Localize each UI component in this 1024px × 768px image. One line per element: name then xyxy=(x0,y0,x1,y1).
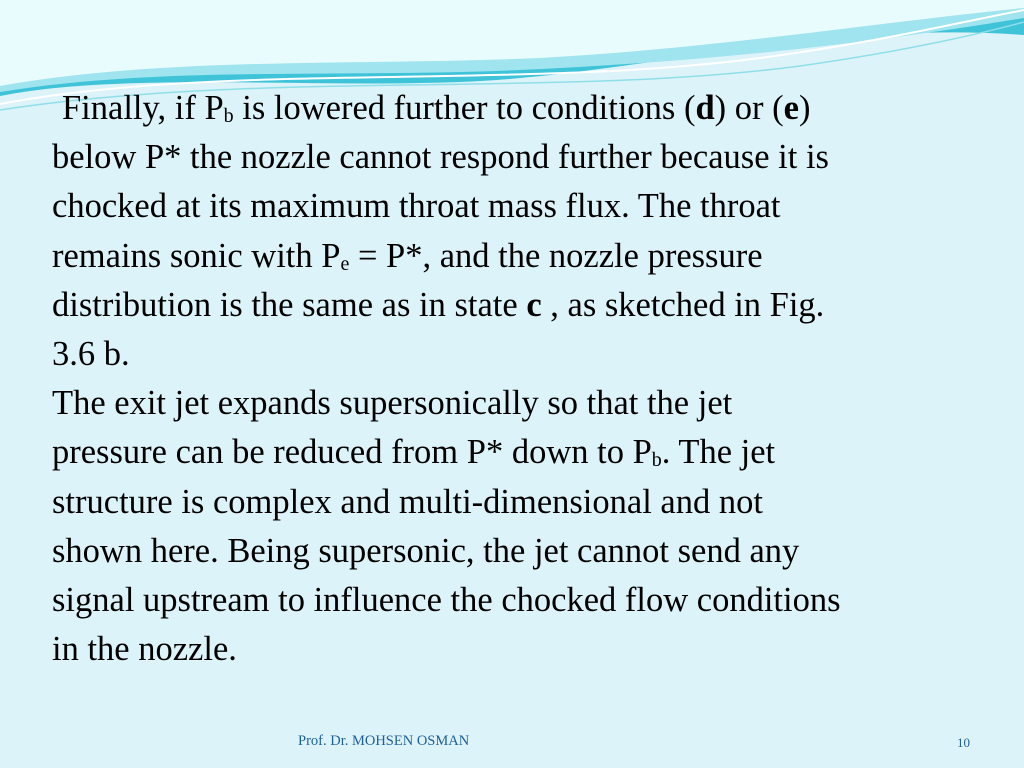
body-line xyxy=(52,428,1002,477)
text-segment: . The jet xyxy=(661,433,776,472)
body-line: below P* the nozzle cannot respond further because it is xyxy=(52,138,829,177)
body-line: in the nozzle. xyxy=(52,630,237,669)
text-segment: ) xyxy=(798,89,811,127)
text-segment: Finally, if P xyxy=(62,89,224,127)
text-segment: ) or ( xyxy=(714,89,784,127)
slide-body xyxy=(52,84,1002,674)
body-line: 3.6 b. xyxy=(52,335,130,374)
text-segment: pressure can be reduced from P* down to P xyxy=(52,433,652,472)
text-segment: remains sonic with P xyxy=(52,236,341,275)
bold-label: d xyxy=(695,89,715,127)
slide-number: 10 xyxy=(957,735,970,750)
subscript: e xyxy=(340,252,350,275)
body-line xyxy=(52,232,1002,281)
body-line xyxy=(52,281,1002,330)
text-segment: is lowered further to conditions ( xyxy=(233,89,696,127)
body-line: signal upstream to influence the chocked flow conditions xyxy=(52,581,841,620)
body-line xyxy=(52,84,1002,133)
subscript: b xyxy=(223,105,234,127)
bold-label: e xyxy=(783,89,799,127)
subscript: b xyxy=(651,449,662,472)
text-segment: = P*, and the nozzle pressure xyxy=(349,236,763,275)
text-segment: , as sketched in Fig. xyxy=(541,285,825,324)
footer-author: Prof. Dr. MOHSEN OSMAN xyxy=(298,733,470,749)
body-line: shown here. Being supersonic, the jet cannot send any xyxy=(52,531,800,570)
bold-label: c xyxy=(526,285,542,324)
text-segment: distribution is the same as in state xyxy=(52,285,527,324)
body-line: chocked at its maximum throat mass flux. The throat xyxy=(52,187,781,226)
body-line: structure is complex and multi-dimensional and not xyxy=(52,482,763,521)
body-line: The exit jet expands supersonically so that the jet xyxy=(52,384,733,423)
